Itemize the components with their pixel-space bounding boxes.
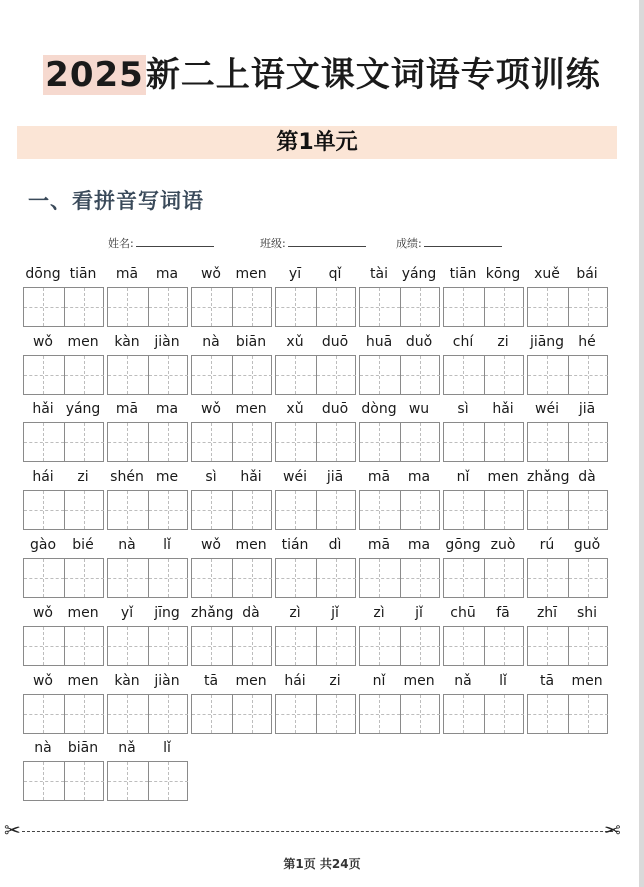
pinyin-syllable: lǐ — [163, 740, 171, 756]
writing-box[interactable] — [191, 422, 272, 462]
cut-line — [22, 831, 618, 832]
pinyin-syllable: men — [67, 673, 99, 689]
tian-zi-cell[interactable] — [316, 288, 356, 326]
pinyin-syllable: sì — [205, 469, 217, 485]
pinyin-syllable: men — [487, 469, 519, 485]
pinyin-syllable: wǒ — [32, 334, 53, 350]
name-blank[interactable] — [136, 236, 214, 247]
writing-box[interactable] — [107, 287, 188, 327]
tian-zi-cell[interactable] — [360, 356, 400, 394]
pinyin-syllable: tián — [281, 537, 309, 553]
tian-zi-cell[interactable] — [192, 627, 232, 665]
writing-box[interactable] — [443, 287, 524, 327]
writing-box[interactable] — [23, 287, 104, 327]
tian-zi-cell[interactable] — [232, 356, 272, 394]
tian-zi-cell[interactable] — [360, 559, 400, 597]
tian-zi-cell[interactable] — [64, 627, 104, 665]
pinyin-syllable: lǐ — [499, 673, 507, 689]
class-blank[interactable] — [288, 236, 366, 247]
tian-zi-cell[interactable] — [108, 627, 148, 665]
tian-zi-cell[interactable] — [24, 288, 64, 326]
writing-box[interactable] — [527, 355, 608, 395]
writing-box[interactable] — [275, 355, 356, 395]
pinyin-syllable: duǒ — [405, 334, 433, 350]
tian-zi-cell[interactable] — [192, 559, 232, 597]
pinyin-syllable: xuě — [534, 266, 560, 282]
writing-box[interactable] — [359, 287, 440, 327]
pinyin-syllable: biān — [67, 740, 99, 756]
writing-box[interactable] — [107, 355, 188, 395]
pinyin-syllable: kōng — [485, 266, 521, 282]
tian-zi-cell[interactable] — [528, 491, 568, 529]
tian-zi-cell[interactable] — [232, 627, 272, 665]
pinyin-syllable: qǐ — [328, 266, 342, 282]
tian-zi-cell[interactable] — [444, 491, 484, 529]
writing-box[interactable] — [359, 558, 440, 598]
section-title: 一、看拼音写词语 — [28, 188, 204, 213]
name-field[interactable] — [108, 235, 214, 251]
tian-zi-cell[interactable] — [484, 491, 524, 529]
pinyin-syllable: gōng — [445, 537, 481, 553]
tian-zi-cell[interactable] — [568, 627, 608, 665]
tian-zi-cell[interactable] — [148, 288, 188, 326]
pinyin-syllable: xǔ — [286, 401, 304, 417]
pinyin-syllable: gào — [29, 537, 57, 553]
tian-zi-cell[interactable] — [444, 695, 484, 733]
tian-zi-cell[interactable] — [232, 695, 272, 733]
class-label: 班级: — [260, 237, 286, 250]
tian-zi-cell[interactable] — [528, 627, 568, 665]
tian-zi-cell[interactable] — [568, 559, 608, 597]
page-edge — [639, 0, 644, 887]
title-text: 新二上语文课文词语专项训练 — [145, 55, 601, 95]
scissor-icon: ✂ — [4, 818, 21, 842]
pinyin-syllable: men — [235, 673, 267, 689]
writing-box[interactable] — [107, 558, 188, 598]
pinyin-syllable: wǒ — [200, 266, 221, 282]
tian-zi-cell[interactable] — [568, 423, 608, 461]
pinyin-syllable: men — [235, 537, 267, 553]
pinyin-syllable: mā — [115, 401, 139, 417]
tian-zi-cell[interactable] — [108, 491, 148, 529]
pinyin-syllable: tā — [539, 673, 555, 689]
pinyin-syllable: kàn — [114, 673, 140, 689]
pinyin-syllable: men — [67, 334, 99, 350]
tian-zi-cell[interactable] — [484, 559, 524, 597]
tian-zi-cell[interactable] — [276, 356, 316, 394]
tian-zi-cell[interactable] — [192, 423, 232, 461]
pinyin-syllable: tiān — [69, 266, 97, 282]
pinyin-syllable: tiān — [449, 266, 477, 282]
pinyin-syllable: mā — [367, 469, 391, 485]
writing-box[interactable] — [191, 287, 272, 327]
writing-box[interactable] — [527, 626, 608, 666]
pinyin-syllable: jiā — [326, 469, 344, 485]
pinyin-syllable: jīng — [154, 605, 180, 621]
writing-box[interactable] — [107, 761, 188, 801]
tian-zi-cell[interactable] — [484, 695, 524, 733]
pinyin-syllable: zhǎng — [191, 605, 234, 621]
tian-zi-cell[interactable] — [400, 559, 440, 597]
tian-zi-cell[interactable] — [24, 559, 64, 597]
tian-zi-cell[interactable] — [24, 695, 64, 733]
tian-zi-cell[interactable] — [568, 695, 608, 733]
tian-zi-cell[interactable] — [444, 288, 484, 326]
tian-zi-cell[interactable] — [528, 288, 568, 326]
pinyin-syllable: zì — [373, 605, 385, 621]
pinyin-syllable: yáng — [401, 266, 437, 282]
tian-zi-cell[interactable] — [192, 491, 232, 529]
tian-zi-cell[interactable] — [108, 288, 148, 326]
pinyin-syllable: shi — [576, 605, 598, 621]
score-label: 成绩: — [396, 237, 422, 250]
writing-box[interactable] — [23, 422, 104, 462]
pinyin-syllable: tài — [370, 266, 388, 282]
writing-box[interactable] — [443, 626, 524, 666]
tian-zi-cell[interactable] — [400, 491, 440, 529]
tian-zi-cell[interactable] — [148, 559, 188, 597]
tian-zi-cell[interactable] — [568, 491, 608, 529]
tian-zi-cell[interactable] — [316, 356, 356, 394]
tian-zi-cell[interactable] — [276, 627, 316, 665]
tian-zi-cell[interactable] — [400, 627, 440, 665]
pinyin-syllable: jiāng — [529, 334, 565, 350]
pinyin-syllable: ma — [407, 469, 431, 485]
pinyin-syllable: hǎi — [492, 401, 514, 417]
writing-box[interactable] — [191, 694, 272, 734]
pinyin-syllable: hái — [284, 673, 306, 689]
pinyin-syllable: duō — [321, 401, 349, 417]
writing-box[interactable] — [275, 422, 356, 462]
writing-box[interactable] — [275, 558, 356, 598]
name-label: 姓名: — [108, 237, 134, 250]
pinyin-syllable: nà — [202, 334, 220, 350]
tian-zi-cell[interactable] — [360, 288, 400, 326]
pinyin-syllable: wu — [408, 401, 430, 417]
tian-zi-cell[interactable] — [148, 491, 188, 529]
writing-box[interactable] — [23, 694, 104, 734]
tian-zi-cell[interactable] — [232, 559, 272, 597]
writing-box[interactable] — [191, 490, 272, 530]
unit-heading: 第1单元 — [17, 126, 617, 159]
page-title — [0, 54, 644, 96]
tian-zi-cell[interactable] — [400, 356, 440, 394]
pinyin-syllable: mā — [115, 266, 139, 282]
writing-box[interactable] — [443, 422, 524, 462]
pinyin-syllable: hǎi — [240, 469, 262, 485]
tian-zi-cell[interactable] — [24, 762, 64, 800]
pinyin-syllable: bié — [72, 537, 94, 553]
tian-zi-cell[interactable] — [148, 356, 188, 394]
scissor-icon: ✂ — [604, 818, 621, 842]
tian-zi-cell[interactable] — [148, 423, 188, 461]
writing-box[interactable] — [107, 490, 188, 530]
writing-box[interactable] — [275, 287, 356, 327]
tian-zi-cell[interactable] — [360, 423, 400, 461]
tian-zi-cell[interactable] — [276, 423, 316, 461]
tian-zi-cell[interactable] — [444, 559, 484, 597]
tian-zi-cell[interactable] — [316, 627, 356, 665]
writing-box[interactable] — [359, 422, 440, 462]
tian-zi-cell[interactable] — [528, 423, 568, 461]
pinyin-syllable: duō — [321, 334, 349, 350]
writing-box[interactable] — [443, 355, 524, 395]
pinyin-syllable: sì — [457, 401, 469, 417]
pinyin-syllable: dà — [578, 469, 596, 485]
pinyin-syllable: men — [235, 266, 267, 282]
pinyin-syllable: dōng — [25, 266, 61, 282]
tian-zi-cell[interactable] — [568, 356, 608, 394]
writing-box[interactable] — [443, 558, 524, 598]
tian-zi-cell[interactable] — [316, 559, 356, 597]
writing-box[interactable] — [359, 490, 440, 530]
pinyin-syllable: jiàn — [154, 673, 180, 689]
writing-box[interactable] — [275, 694, 356, 734]
tian-zi-cell[interactable] — [192, 695, 232, 733]
pinyin-syllable: ma — [407, 537, 431, 553]
pinyin-syllable: zhǎng — [527, 469, 570, 485]
tian-zi-cell[interactable] — [64, 491, 104, 529]
pinyin-syllable: wéi — [283, 469, 307, 485]
writing-box[interactable] — [527, 694, 608, 734]
page-footer: 第1页 共24页 — [283, 857, 361, 871]
tian-zi-cell[interactable] — [24, 356, 64, 394]
pinyin-syllable: dòng — [361, 401, 397, 417]
writing-box[interactable] — [107, 626, 188, 666]
tian-zi-cell[interactable] — [276, 491, 316, 529]
tian-zi-cell[interactable] — [360, 695, 400, 733]
pinyin-syllable: wǒ — [32, 605, 53, 621]
pinyin-syllable: lǐ — [163, 537, 171, 553]
pinyin-syllable: yī — [288, 266, 302, 282]
pinyin-syllable: wǒ — [200, 401, 221, 417]
writing-box[interactable] — [443, 490, 524, 530]
pinyin-syllable: yǐ — [120, 605, 134, 621]
tian-zi-cell[interactable] — [276, 288, 316, 326]
tian-zi-cell[interactable] — [64, 559, 104, 597]
tian-zi-cell[interactable] — [64, 762, 104, 800]
pinyin-syllable: xǔ — [286, 334, 304, 350]
writing-box[interactable] — [359, 355, 440, 395]
tian-zi-cell[interactable] — [108, 695, 148, 733]
tian-zi-cell[interactable] — [484, 423, 524, 461]
tian-zi-cell[interactable] — [148, 627, 188, 665]
tian-zi-cell[interactable] — [316, 695, 356, 733]
writing-box[interactable] — [23, 490, 104, 530]
writing-box[interactable] — [443, 694, 524, 734]
writing-box[interactable] — [191, 558, 272, 598]
pinyin-syllable: chū — [450, 605, 476, 621]
pinyin-syllable: nǐ — [372, 673, 386, 689]
pinyin-syllable: dì — [328, 537, 342, 553]
tian-zi-cell[interactable] — [64, 695, 104, 733]
writing-box[interactable] — [23, 558, 104, 598]
writing-box[interactable] — [527, 422, 608, 462]
writing-box[interactable] — [527, 558, 608, 598]
writing-box[interactable] — [107, 422, 188, 462]
tian-zi-cell[interactable] — [64, 356, 104, 394]
writing-box[interactable] — [23, 355, 104, 395]
tian-zi-cell[interactable] — [444, 356, 484, 394]
pinyin-syllable: me — [155, 469, 179, 485]
tian-zi-cell[interactable] — [192, 288, 232, 326]
tian-zi-cell[interactable] — [24, 627, 64, 665]
writing-box[interactable] — [275, 626, 356, 666]
score-field[interactable] — [396, 235, 502, 251]
pinyin-syllable: guǒ — [573, 537, 601, 553]
tian-zi-cell[interactable] — [484, 356, 524, 394]
pinyin-syllable: zi — [329, 673, 341, 689]
pinyin-syllable: nà — [34, 740, 52, 756]
tian-zi-cell[interactable] — [400, 695, 440, 733]
tian-zi-cell[interactable] — [360, 491, 400, 529]
pinyin-syllable: huā — [365, 334, 393, 350]
tian-zi-cell[interactable] — [108, 762, 148, 800]
tian-zi-cell[interactable] — [24, 423, 64, 461]
pinyin-syllable: jiā — [578, 401, 596, 417]
pinyin-syllable: hǎi — [32, 401, 54, 417]
pinyin-syllable: dà — [242, 605, 260, 621]
pinyin-syllable: jiàn — [154, 334, 180, 350]
pinyin-syllable: men — [67, 605, 99, 621]
pinyin-syllable: zì — [289, 605, 301, 621]
tian-zi-cell[interactable] — [108, 423, 148, 461]
pinyin-syllable: chí — [452, 334, 474, 350]
writing-box[interactable] — [359, 694, 440, 734]
pinyin-syllable: ma — [155, 266, 179, 282]
tian-zi-cell[interactable] — [528, 356, 568, 394]
pinyin-syllable: nǎ — [454, 673, 472, 689]
writing-box[interactable] — [107, 694, 188, 734]
tian-zi-cell[interactable] — [108, 356, 148, 394]
writing-box[interactable] — [191, 626, 272, 666]
pinyin-syllable: men — [571, 673, 603, 689]
tian-zi-cell[interactable] — [24, 491, 64, 529]
pinyin-syllable: men — [403, 673, 435, 689]
pinyin-syllable: rú — [539, 537, 555, 553]
writing-box[interactable] — [23, 761, 104, 801]
pinyin-syllable: fā — [496, 605, 510, 621]
tian-zi-cell[interactable] — [444, 423, 484, 461]
pinyin-syllable: men — [235, 401, 267, 417]
pinyin-syllable: wǒ — [32, 673, 53, 689]
tian-zi-cell[interactable] — [64, 288, 104, 326]
pinyin-syllable: nǎ — [118, 740, 136, 756]
pinyin-syllable: zhī — [536, 605, 558, 621]
tian-zi-cell[interactable] — [232, 423, 272, 461]
pinyin-syllable: zi — [77, 469, 89, 485]
tian-zi-cell[interactable] — [528, 559, 568, 597]
tian-zi-cell[interactable] — [484, 627, 524, 665]
writing-box[interactable] — [23, 626, 104, 666]
tian-zi-cell[interactable] — [360, 627, 400, 665]
tian-zi-cell[interactable] — [400, 288, 440, 326]
pinyin-syllable: hái — [32, 469, 54, 485]
tian-zi-cell[interactable] — [108, 559, 148, 597]
writing-box[interactable] — [527, 490, 608, 530]
pinyin-syllable: wéi — [535, 401, 559, 417]
tian-zi-cell[interactable] — [400, 423, 440, 461]
pinyin-syllable: biān — [235, 334, 267, 350]
pinyin-syllable: kàn — [114, 334, 140, 350]
pinyin-syllable: bái — [576, 266, 598, 282]
class-field[interactable] — [260, 235, 366, 251]
tian-zi-cell[interactable] — [276, 559, 316, 597]
tian-zi-cell[interactable] — [232, 491, 272, 529]
writing-box[interactable] — [191, 355, 272, 395]
writing-box[interactable] — [359, 626, 440, 666]
pinyin-syllable: hé — [578, 334, 596, 350]
pinyin-syllable: ma — [155, 401, 179, 417]
score-blank[interactable] — [424, 236, 502, 247]
pinyin-syllable: jǐ — [331, 605, 339, 621]
tian-zi-cell[interactable] — [484, 288, 524, 326]
tian-zi-cell[interactable] — [276, 695, 316, 733]
tian-zi-cell[interactable] — [568, 288, 608, 326]
tian-zi-cell[interactable] — [316, 491, 356, 529]
tian-zi-cell[interactable] — [528, 695, 568, 733]
writing-box[interactable] — [527, 287, 608, 327]
pinyin-syllable: shén — [110, 469, 144, 485]
tian-zi-cell[interactable] — [232, 288, 272, 326]
tian-zi-cell[interactable] — [316, 423, 356, 461]
pinyin-syllable: wǒ — [200, 537, 221, 553]
pinyin-syllable: tā — [203, 673, 219, 689]
pinyin-syllable: nǐ — [456, 469, 470, 485]
pinyin-syllable: zi — [497, 334, 509, 350]
tian-zi-cell[interactable] — [444, 627, 484, 665]
pinyin-syllable: yáng — [65, 401, 101, 417]
writing-box[interactable] — [275, 490, 356, 530]
title-year: 2025 — [45, 55, 144, 95]
tian-zi-cell[interactable] — [64, 423, 104, 461]
tian-zi-cell[interactable] — [192, 356, 232, 394]
tian-zi-cell[interactable] — [148, 695, 188, 733]
pinyin-syllable: jǐ — [415, 605, 423, 621]
pinyin-syllable: nà — [118, 537, 136, 553]
pinyin-syllable: zuò — [490, 537, 516, 553]
tian-zi-cell[interactable] — [148, 762, 188, 800]
pinyin-syllable: mā — [367, 537, 391, 553]
